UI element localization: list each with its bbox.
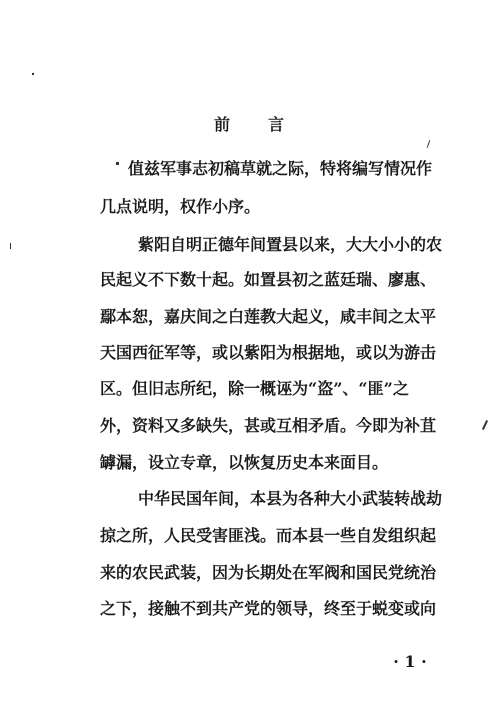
text-line: 中华民国年间，本县为各种大小武装转战劫 (138, 489, 443, 508)
scan-speck (482, 420, 488, 430)
text-line: 之下，接触不到共产党的领导，终至于蜕变或向 (100, 599, 437, 618)
scan-speck (427, 140, 431, 148)
scan-speck (116, 162, 119, 165)
text-line: 罅漏，设立专章，以恢复历史本来面目。 (100, 453, 389, 472)
text-line: 紫阳自明正德年间置县以来，大大小小的农 (138, 235, 443, 254)
text-line: 外，资料又多缺失，甚或互相矛盾。今即为补苴 (100, 416, 437, 435)
text-line: 鄢本恕，嘉庆间之白莲教大起义，咸丰间之太平 (100, 307, 437, 326)
text-line: 天国西征军等，或以紫阳为根据地，或以为游击 (100, 343, 437, 362)
text-line: 区。但旧志所纪，除一概诬为“盗”、“匪”之 (100, 379, 409, 398)
scan-speck (10, 243, 11, 249)
page-number: · 1 · (393, 652, 427, 671)
text-line: 掠之所，人民受害匪浅。而本县一些自发组织起 (100, 526, 437, 545)
text-line: 来的农民武装，因为长期处在军阀和国民党统治 (100, 563, 437, 582)
scan-speck (32, 73, 34, 75)
text-line: 几点说明，权作小序。 (100, 197, 261, 216)
text-line: 值兹军事志初稿草就之际，特将编写情况作 (128, 159, 433, 178)
page-title: 前 言 (213, 115, 286, 134)
text-line: 民起义不下数十起。如置县初之蓝廷瑞、廖惠、 (100, 270, 437, 289)
